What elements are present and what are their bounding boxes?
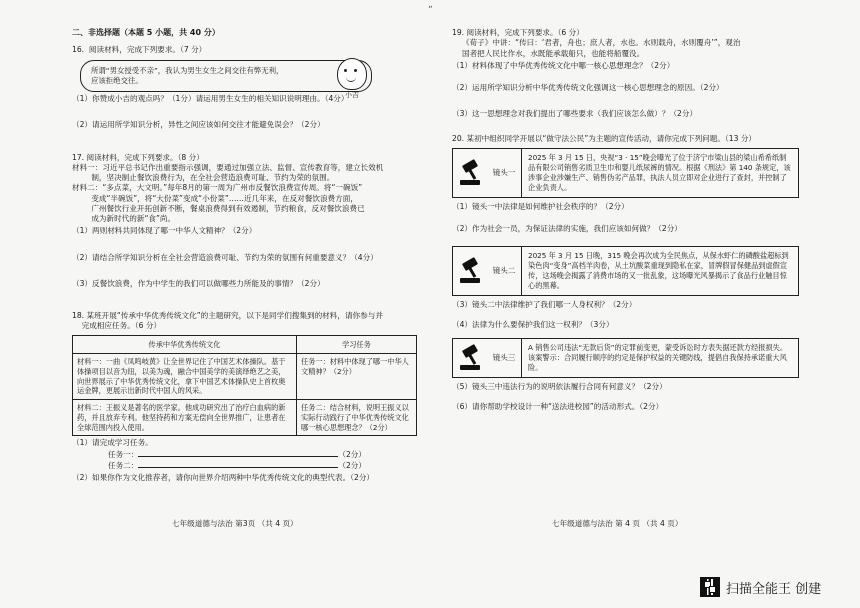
q20-sub6: （6）请你帮助学校设计一种“送法进校园”的活动形式。（2分） xyxy=(452,402,664,412)
q18-task1-label: 任务一： xyxy=(108,449,139,459)
gavel-icon xyxy=(453,149,487,197)
question-16 xyxy=(72,45,432,131)
q17-title: 17. 阅读材料，完成下列要求。（8 分） xyxy=(72,152,204,162)
q18-task-2: 任务二：结合材料，说明王振义以实际行动践行了中华优秀传统文化哪一核心思想理念？（2分） xyxy=(297,400,417,436)
q19-sub1: （1）材料体现了中华优秀传统文化中哪一核心思想理念？（2分） xyxy=(452,60,675,70)
q19-sub3: （3）这一思想理念对我们提出了哪些要求（我们应该怎么做）？（2分） xyxy=(452,109,698,119)
q19-sub2: （2）运用所学知识分析中华优秀传统文化强调这一核心思想理念的原因。（2分） xyxy=(452,83,724,92)
avatar-label: 小吉 xyxy=(345,91,359,99)
left-footer: 七年级道德与法治 第3页 （共 4 页） xyxy=(172,519,298,528)
scene-2-label: 镜头二 xyxy=(487,247,522,295)
question-20 xyxy=(452,134,804,413)
q20-sub1: （1）镜头一中法律是如何维护社会秩序的？（2分） xyxy=(452,201,629,211)
q16-quote: 所谓“男女授受不亲”，我认为男生女生之间交往有弊无利， 应该拒绝交往。 xyxy=(91,66,284,86)
scene-1-box xyxy=(452,148,799,198)
scanner-watermark xyxy=(700,577,821,597)
q18-sub2: （2）如果你作为文化推荐者，请你向世界介绍两种中华优秀传统文化的典型代表。（2分） xyxy=(72,473,375,483)
right-footer: 七年级道德与法治 第 4 页 （共 4 页） xyxy=(552,519,683,528)
scene-1-label: 镜头一 xyxy=(487,149,522,197)
q16-speech-bubble xyxy=(80,60,372,92)
q18-task1-score: （2分） xyxy=(338,449,366,459)
q16-title: 16. 阅读材料，完成下列要求。（7 分） xyxy=(72,44,207,54)
q17-sub1: （1）两则材料共同体现了哪一中华人文精神？（2分） xyxy=(72,226,257,236)
q18-th-task: 学习任务 xyxy=(297,335,417,354)
question-19 xyxy=(452,28,804,120)
scene-2-text: 2025 年 3 月 15 日晚，315 晚会再次成为全民焦点，从保水虾仁的磷酸盐超标到染色肉“变身”高档羊肉卷，从土坑酸菜重现到隐私在家，冒牌假冒保健品到虚假宣传，这场晚会揭露了消费市场的又一批乱象，这场曝光风暴揭示了食品行业触目惊心的黑幕。 xyxy=(528,251,789,290)
scene-3-label: 镜头三 xyxy=(487,339,522,377)
q18-title: 18. 某班开展“传承中华优秀传统文化”的主题研究，以下是同学们搜集到的材料，请你参与并 完成相应任务。（6 分） xyxy=(72,311,383,331)
q18-task2-answer-line[interactable] xyxy=(72,460,432,471)
q18-material-2: 材料二：王振义是著名的医学家。他成功研究出了治疗白血病的新药，并且放弃专利。他坚持药和方案无偿向全世界推广，让患者在全球范围内投入使用。 xyxy=(73,400,297,436)
q18-task2-label: 任务二： xyxy=(108,460,139,470)
section-title: 二、非选择题（本题 5 小题，共 40 分） xyxy=(72,28,220,37)
gavel-icon xyxy=(453,339,487,377)
question-18 xyxy=(72,311,432,483)
q17-sub3: （3）反餐饮浪费，作为中学生的我们可以做哪些力所能及的事情？（2分） xyxy=(72,278,325,288)
q20-sub4: （4）法律为什么要保护我们这一权利？（3分） xyxy=(452,320,614,329)
left-page xyxy=(72,28,432,483)
scene-1-text: 2025 年 3 月 15 日，央视“3 · 15”晚会曝光了位于济宁市梁山县的梁山希希纸制品有限公司销售劣质卫生巾和婴儿纸尿裤的情况。根据《刑法》第 140 条规定，该涉事企业涉嫌生产、销售伪劣产品罪，执法人员立即对企业进行了查封，并控制了企业负责人。 xyxy=(528,152,791,192)
q18-sub1: （1）请完成学习任务。 xyxy=(72,438,153,448)
gavel-icon xyxy=(453,247,487,295)
q18-task2-score: （2分） xyxy=(338,460,366,470)
watermark-text: 扫描全能王 创建 xyxy=(726,581,822,597)
xiaoji-avatar xyxy=(335,58,369,100)
scene-3-text: A 销售公司违法“无款后货”的定罪前变更，蒙受诉讼时方表失据还款方经报损失。该案警示：合同履行顺序的约定是保护权益的关键防线，提倡自我保持承诺重大风险。 xyxy=(528,343,788,373)
q17-sub2: （2）请结合所学知识分析在全社会营造浪费可耻、节约为荣的氛围有何重要意义？（4分） xyxy=(72,252,378,262)
scene-3-box xyxy=(452,338,799,378)
qr-code-icon xyxy=(700,577,720,597)
answer-blank[interactable] xyxy=(138,460,338,468)
top-mark: „ xyxy=(428,0,433,10)
scene-2-box xyxy=(452,246,799,296)
q19-quote: 《荀子》中讲：“传曰：‘君者，舟也；庶人者，水也。水则载舟，水则覆舟’”，观治 国者把人民比作水，水既能承载船只，也能将船覆没。 xyxy=(462,38,741,58)
right-page xyxy=(452,28,804,413)
q20-sub3: （3）镜头二中法律维护了我们哪一人身权利？（2分） xyxy=(452,299,637,309)
q18-task1-answer-line[interactable] xyxy=(72,449,432,460)
q18-material-1: 材料一：一曲《凤鸣岐黄》让全世界记住了中国艺术体操队。基于体操项目以音为纽，以美为魂，融合中国美学的美演绎绝艺之美，向世界展示了中华优秀传统文化，拿下中国艺术体操队史上首枚奥运金牌，更展示出新时代中国人的风采。 xyxy=(73,354,297,400)
q20-sub2: （2）作为社会一员，为保证法律的实施，我们应该如何做？（2分） xyxy=(452,223,682,233)
q18-table xyxy=(72,335,417,437)
cartoon-boy-icon xyxy=(337,58,367,90)
q20-sub5: （5）镜头三中违法行为的说明依法履行合同有何意义？（2分） xyxy=(452,382,667,392)
q18-th-material: 传承中华优秀传统文化 xyxy=(73,335,297,354)
question-17 xyxy=(72,153,432,290)
q18-task-1: 任务一：材料中体现了哪一中华人文精神？（2分） xyxy=(297,354,417,400)
q20-title: 20. 某初中组织同学开展以“做守法公民”为主题的宣传活动，请你完成下列问题。（13 分） xyxy=(452,133,757,143)
q16-sub1: （1）你赞成小吉的观点吗？（1分）请运用男生女生的相关知识说明理由。（4分） xyxy=(72,94,349,104)
answer-blank[interactable] xyxy=(138,449,338,457)
q19-title: 19. 阅读材料，完成下列要求。（6 分） xyxy=(452,28,584,37)
q17-material-1: 材料一：习近平总书记作出重要指示强调，要通过加强立法、监督、宣传教育等，建立长效机 制，坚决制止餐饮浪费行为，在全社会营造浪费可耻、节约为荣的氛围。 xyxy=(72,162,384,183)
q16-sub2: （2）请运用所学知识分析，异性之间应该如何交往才能避免误会？（2分） xyxy=(72,120,325,130)
q17-material-2: 材料二：“多点菜，大文明。”每年8月的第一周为广州市反餐饮浪费宣传周。将“一碗饭” 变成“半碗饭”，将“大份菜”变成“小份菜”……近几年来，在反对餐饮浪费方面， 广州餐饮行业开拓创新不断，餐桌浪费得到有效遏制，节约粮食，反对餐饮浪费已 成为新时代的新“食”尚。 xyxy=(72,183,365,224)
